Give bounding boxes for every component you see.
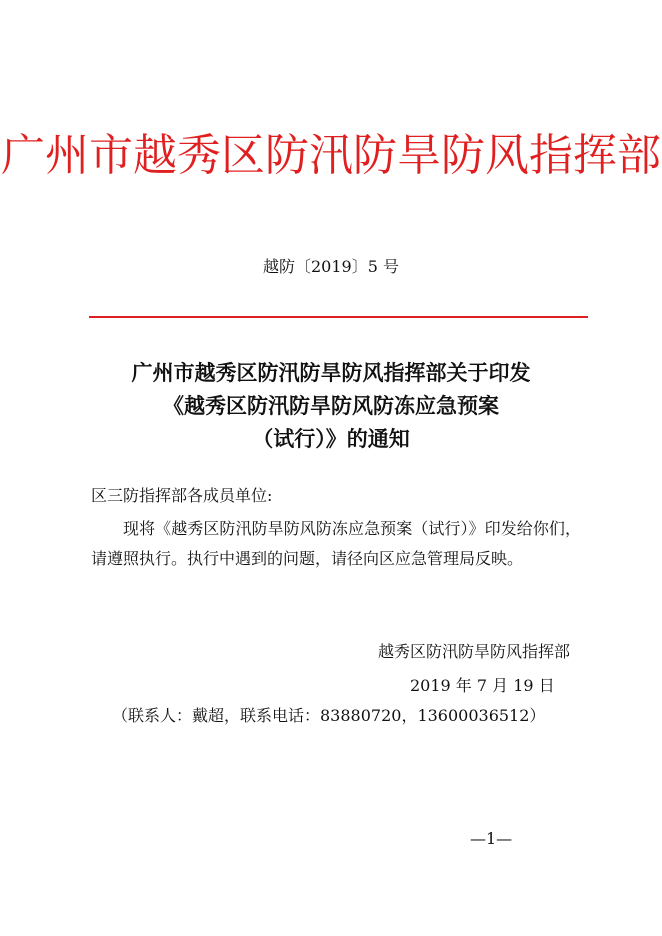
notice-title-line-2: 《越秀区防汛防旱防风防冻应急预案 (163, 393, 499, 418)
notice-title (60, 356, 602, 455)
salutation: 区三防指挥部各成员单位: (91, 486, 273, 505)
contact-info: （联系人：戴超，联系电话：83880720，13600036512） (112, 706, 546, 725)
notice-title-line-1: 广州市越秀区防汛防旱防风指挥部关于印发 (131, 360, 531, 385)
letterhead-title: 广州市越秀区防汛防旱防风指挥部 (1, 130, 661, 181)
red-divider (89, 316, 588, 318)
document-number: 越防〔2019〕5 号 (263, 257, 399, 276)
body-paragraph: 现将《越秀区防汛防旱防风防冻应急预案（试行）》印发给你们，请遵照执行。执行中遇到的问题，请径向区应急管理局反映。 (91, 519, 581, 568)
signature-organization: 越秀区防汛防旱防风指挥部 (377, 642, 570, 661)
signature-date: 2019 年 7 月 19 日 (410, 676, 555, 695)
notice-title-line-3: （试行）》的通知 (252, 426, 410, 451)
page-number: —1— (470, 829, 513, 848)
